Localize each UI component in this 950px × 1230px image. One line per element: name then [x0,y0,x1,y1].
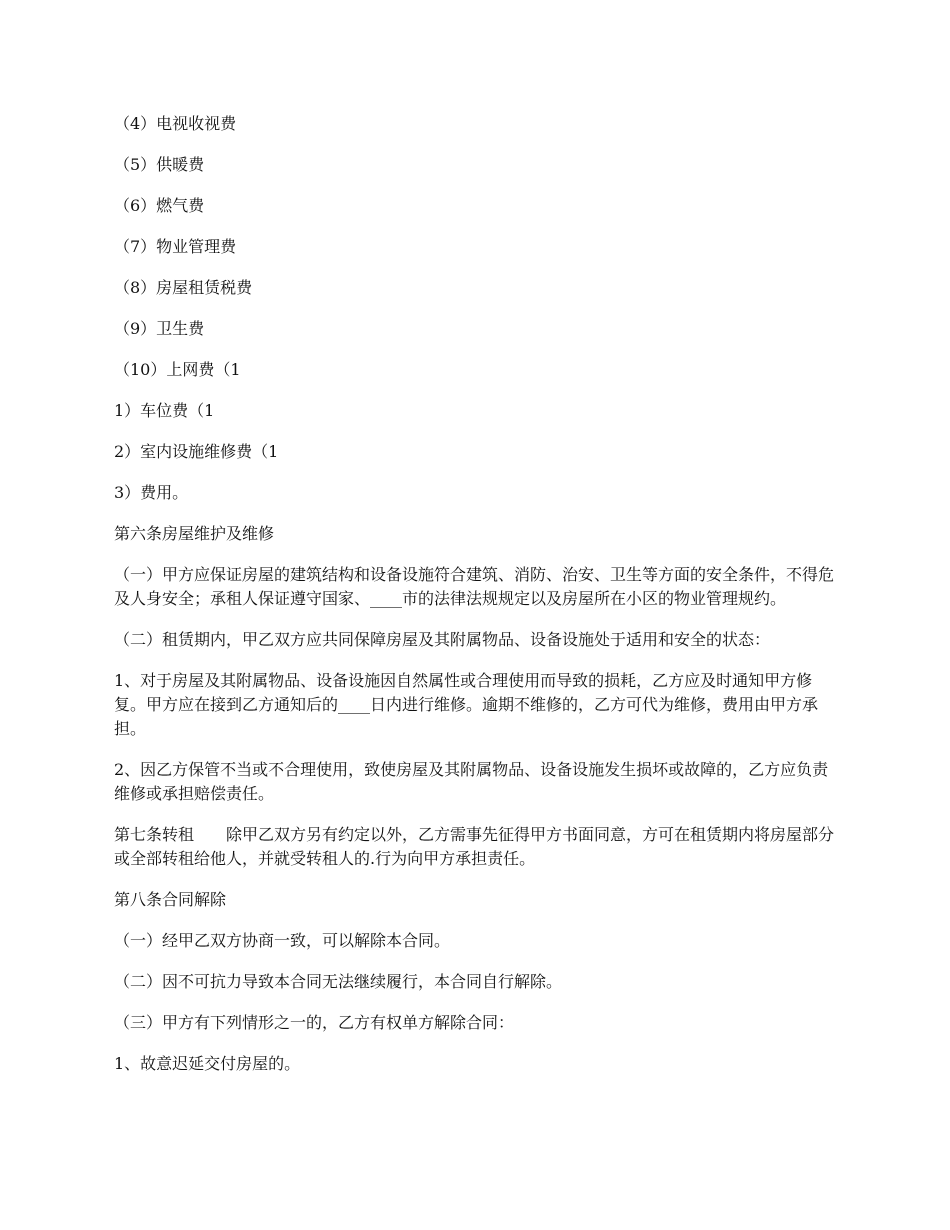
article-six-heading: 第六条房屋维护及维修 [114,524,275,543]
fee-item-tv: （4）电视收视费 [114,114,237,133]
article-six-clause-2-item-1: 1、对于房屋及其附属物品、设备设施因自然属性或合理使用而导致的损耗，乙方应及时通知甲方修复。甲方应在接到乙方通知后的____日内进行维修。逾期不维修的，乙方可代为维修，费用由甲方承担。 [114,671,819,738]
fee-item-rental-tax: （8）房屋租赁税费 [114,278,253,297]
fee-item-facility-repair: 2）室内设施维修费（1 [114,442,279,461]
fee-item-internet: （10）上网费（1 [114,360,241,379]
fee-item-sanitation: （9）卫生费 [114,319,205,338]
fee-item-gas: （6）燃气费 [114,196,205,215]
article-eight-heading: 第八条合同解除 [114,890,227,909]
article-eight-clause-3-item-1: 1、故意迟延交付房屋的。 [114,1054,301,1073]
article-eight-clause-1: （一）经甲乙双方协商一致，可以解除本合同。 [114,931,451,950]
fee-item-parking: 1）车位费（1 [114,401,215,420]
document-body [114,112,844,1093]
fee-item-other: 3）费用。 [114,483,189,502]
fee-item-property-management: （7）物业管理费 [114,237,237,256]
article-eight-clause-3: （三）甲方有下列情形之一的，乙方有权单方解除合同： [114,1013,515,1032]
article-six-clause-1: （一）甲方应保证房屋的建筑结构和设备设施符合建筑、消防、治安、卫生等方面的安全条件，不得危及人身安全；承租人保证遵守国家、____市的法律法规规定以及房屋所在小区的物业管理规约。 [114,565,835,608]
article-six-clause-2-item-2: 2、因乙方保管不当或不合理使用，致使房屋及其附属物品、设备设施发生损坏或故障的，乙方应负责维修或承担赔偿责任。 [114,760,829,803]
article-six-clause-2: （二）租赁期内，甲乙双方应共同保障房屋及其附属物品、设备设施处于适用和安全的状态： [114,630,771,649]
article-seven-sublease: 第七条转租 除甲乙双方另有约定以外，乙方需事先征得甲方书面同意，方可在租赁期内将房屋部分或全部转租给他人，并就受转租人的.行为向甲方承担责任。 [114,825,835,868]
fee-item-heating: （5）供暖费 [114,155,205,174]
article-eight-clause-2: （二）因不可抗力导致本合同无法继续履行，本合同自行解除。 [114,972,563,991]
